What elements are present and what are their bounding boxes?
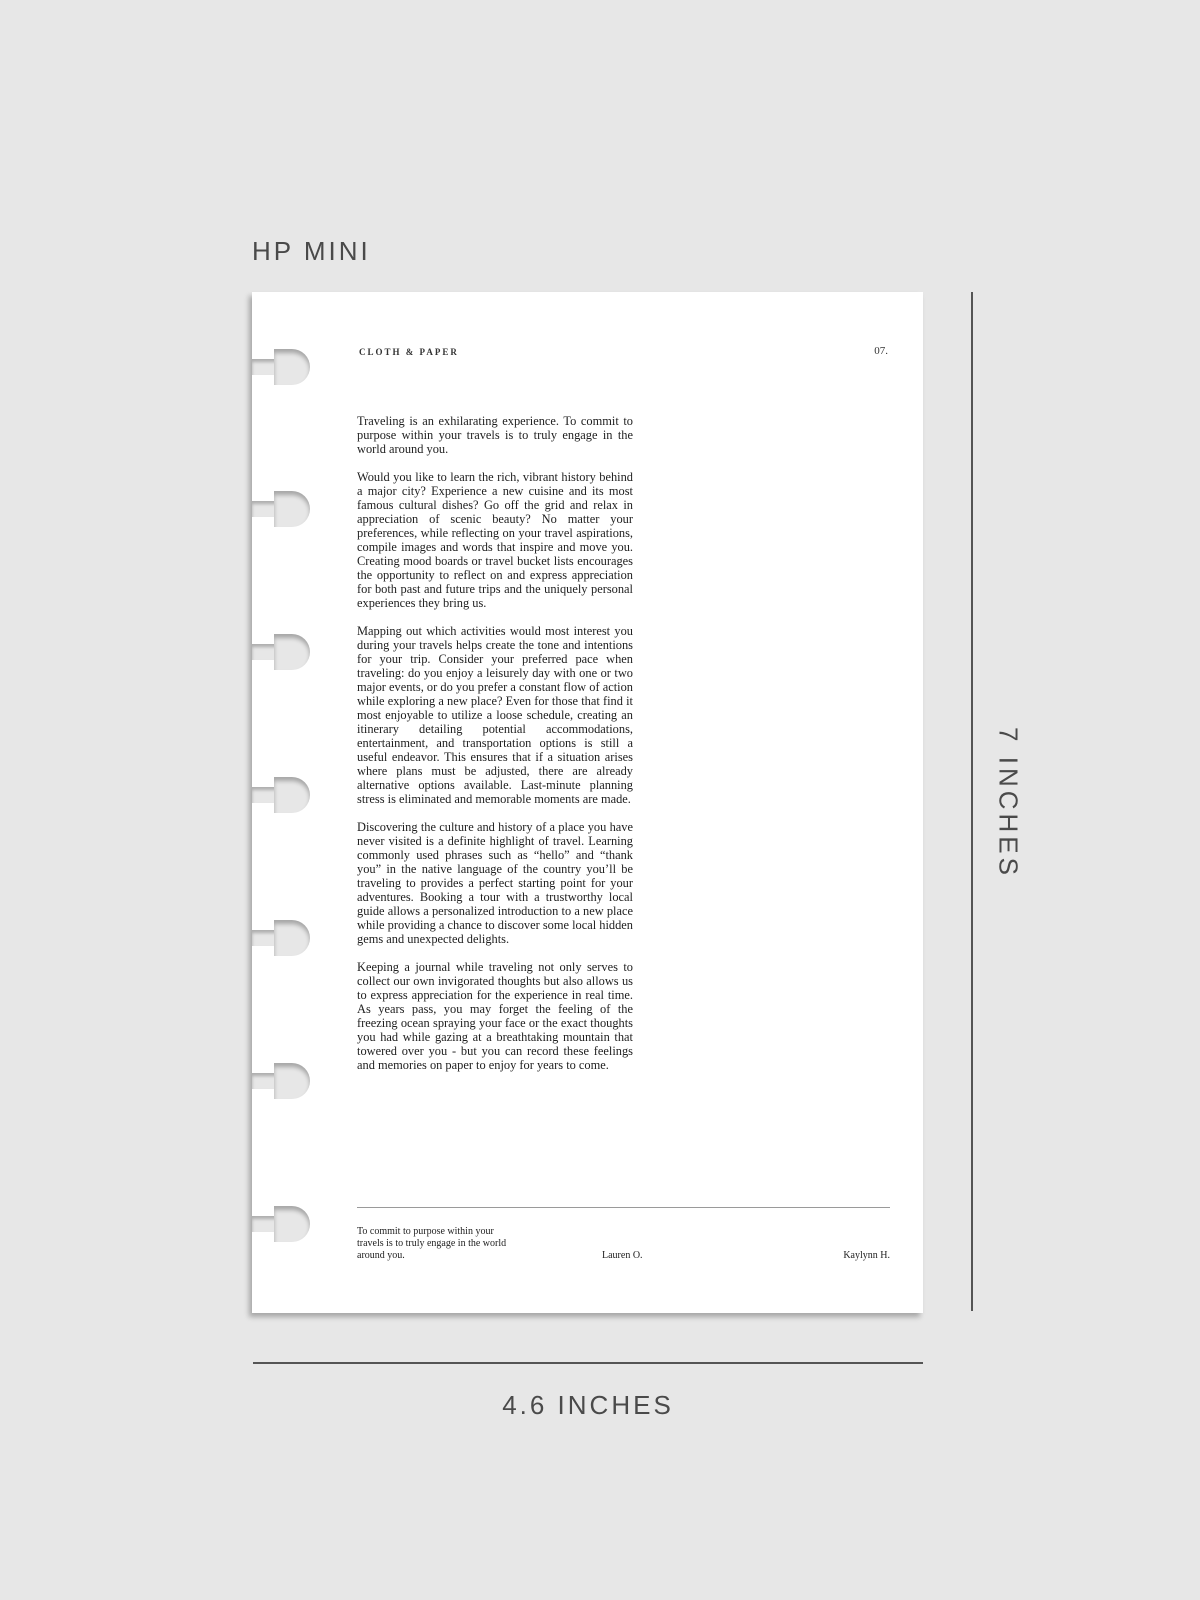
punch-hole — [252, 636, 310, 670]
author-name: Lauren O. — [602, 1250, 643, 1261]
width-dimension-line — [253, 1362, 923, 1364]
paragraph: Mapping out which activities would most interest you during your travels helps create the tone and intentions for your trip. Consider your preferred pace when traveling: do you enjoy a leisurely day with one or two major events, or do you prefer a constant flow of action while exploring a new place? Even for those that find it most enjoyable to utilize a loose schedule, creating an itinerary detailing potential accommodations, entertainment, and transportation options is still a useful endeavor. This ensures that if a situation arises where plans must be adjusted, there are already alternative options available. Last-minute planning stress is eliminated and memorable moments are made. — [357, 624, 633, 806]
punch-hole — [252, 779, 310, 813]
planner-page — [252, 292, 923, 1313]
height-dimension-label: 7 INCHES — [993, 727, 1024, 879]
article-body — [357, 414, 633, 1086]
paragraph: Keeping a journal while traveling not only serves to collect our own invigorated thoughts but also allows us to express appreciation for the experience in real time. As years pass, you may forget the feeling of the freezing ocean spraying your face or the exact thoughts you had while gazing at a breathtaking mountain that towered over you - but you can record these feelings and memories on paper to enjoy for years to come. — [357, 960, 633, 1072]
punch-hole — [252, 351, 310, 385]
footer-divider — [357, 1207, 890, 1208]
height-dimension-line — [971, 292, 973, 1311]
paragraph: Discovering the culture and history of a place you have never visited is a definite highlight of travel. Learning commonly used phrases such as “hello” and “thank you” in the native language of the country you’ll be traveling to provides a perfect starting point for your adventures. Booking a tour with a trustworthy local guide allows a personalized introduction to a new place while providing a chance to discover some local hidden gems and unexpected delights. — [357, 820, 633, 946]
punch-hole — [252, 1065, 310, 1099]
footer-quote: To commit to purpose within your travels is to truly engage in the world around you. — [357, 1226, 507, 1261]
product-label: HP MINI — [252, 236, 371, 266]
page-number: 07. — [874, 345, 888, 357]
punch-hole — [252, 1208, 310, 1242]
paragraph: Would you like to learn the rich, vibrant history behind a major city? Experience a new cuisine and its most famous cultural dishes? Go off the grid and relax in appreciation of scenic beauty? No matter your preferences, while reflecting on your travel aspirations, compile images and words that inspire and move you. Creating mood boards or travel bucket lists encourages the opportunity to reflect on and express appreciation for both past and future trips and the uniquely personal experiences they bring us. — [357, 470, 633, 610]
author-name: Kaylynn H. — [843, 1250, 890, 1261]
width-dimension-label: 4.6 INCHES — [502, 1390, 674, 1420]
punch-hole — [252, 493, 310, 527]
paragraph: Traveling is an exhilarating experience. To commit to purpose within your travels is to truly engage in the world around you. — [357, 414, 633, 456]
brand-header: CLOTH & PAPER — [359, 347, 459, 357]
punch-hole — [252, 922, 310, 956]
